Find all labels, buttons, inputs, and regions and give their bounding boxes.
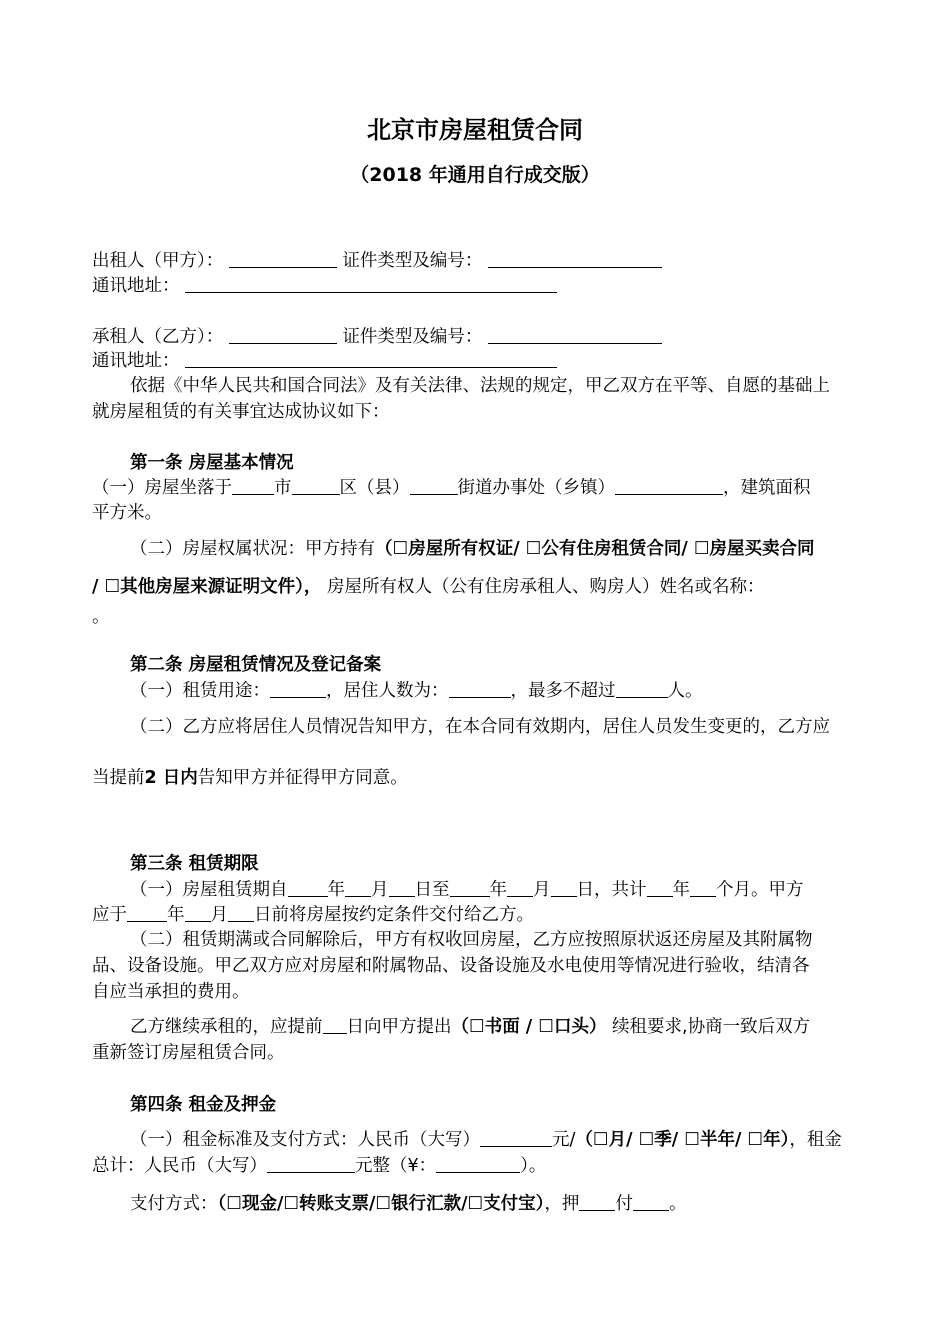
article-3-heading: 第三条 租赁期限 (130, 854, 259, 874)
ownership-options: （☐房屋所有权证/ ☐公有住房租赁合同/ ☐房屋买卖合同 (375, 539, 815, 559)
lessor-name-label: 出租人（甲方）： (92, 251, 224, 271)
district-blank[interactable] (292, 478, 340, 495)
start-month-blank[interactable] (345, 880, 371, 897)
deliver-label: 应于 (92, 905, 127, 925)
renew-prefix: 乙方继续承租的，应提前 (130, 1017, 323, 1037)
end-month-blank[interactable] (507, 880, 533, 897)
article-1-location-line (92, 477, 811, 499)
month-label: 月 (210, 905, 228, 925)
total-years-blank[interactable] (647, 880, 673, 897)
residents-label: ，居住人数为： (326, 681, 449, 701)
rent-label: （一）租金标准及支付方式：人民币（大写） (130, 1130, 480, 1150)
ownership-label: （二）房屋权属状况：甲方持有 (130, 539, 375, 559)
lessee-id-blank[interactable] (488, 327, 662, 344)
article-4-heading: 第四条 租金及押金 (130, 1095, 277, 1115)
month-label: 月 (533, 880, 551, 900)
rent-amount-blank[interactable] (480, 1130, 552, 1147)
max-residents-label: ，最多不超过 (510, 681, 616, 701)
payment-end: 。 (668, 1194, 687, 1214)
rent-total-blank[interactable] (267, 1156, 355, 1173)
lessor-line (92, 250, 662, 272)
lessee-address-label: 通讯地址： (92, 351, 180, 371)
start-day-blank[interactable] (389, 880, 415, 897)
lessee-line (92, 326, 662, 348)
notify-days: 2 日内 (144, 768, 198, 788)
article-4-rent-line-2 (92, 1155, 546, 1177)
residents-blank[interactable] (449, 681, 511, 698)
lessee-id-label: 证件类型及编号： (342, 327, 483, 347)
rent-total-prefix: ，租金 (789, 1130, 842, 1150)
renew-mid: 日向甲方提出 (346, 1017, 452, 1037)
owner-name-label: 房屋所有权人（公有住房承租人、购房人）姓名或名称： (327, 577, 765, 597)
lessor-name-blank[interactable] (229, 251, 337, 268)
article-3-term-line-1 (130, 879, 804, 901)
pay-blank[interactable] (633, 1194, 669, 1211)
article-3-renew-line-1 (130, 1016, 810, 1038)
lessee-address-blank[interactable] (185, 351, 557, 368)
city-label: 市 (274, 478, 292, 498)
year-label: 年 (327, 880, 345, 900)
article-3-return-line-2: 品、设备设施。甲乙双方应对房屋和附属物品、设备设施及水电使用等情况进行验收，结清各 (92, 956, 810, 976)
article-4-payment-line (130, 1193, 686, 1215)
article-3-return-line-3: 自应当承担的费用。 (92, 982, 250, 1002)
year-label: 年 (489, 880, 507, 900)
total-label: 日，共计 (576, 880, 647, 900)
deposit-label: ，押 (544, 1194, 580, 1214)
article-1-ownership-line-1 (130, 538, 815, 560)
ownership-options-cont: / ☐其他房屋来源证明文件）， (92, 577, 322, 597)
lessor-address-label: 通讯地址： (92, 276, 180, 296)
deliver-suffix: 日前将房屋按约定条件交付给乙方。 (254, 905, 534, 925)
area-blank[interactable] (615, 478, 723, 495)
payment-label: 支付方式： (130, 1194, 218, 1214)
document-subtitle: （2018 年通用自行成交版） (350, 164, 600, 186)
end-day-blank[interactable] (551, 880, 577, 897)
deliver-month-blank[interactable] (185, 905, 211, 922)
article-1-ownership-line-2 (92, 576, 765, 598)
usage-blank[interactable] (270, 681, 326, 698)
pay-label: 付 (615, 1194, 633, 1214)
notify-prefix: 当提前 (92, 768, 145, 788)
rent-total-close: ）。 (520, 1156, 547, 1176)
preamble-line-1: 依据《中华人民共和国合同法》及有关法律、法规的规定，甲乙双方在平等、自愿的基础上 (130, 376, 830, 396)
months-label: 个月。甲方 (716, 880, 804, 900)
district-label: 区（县） (339, 478, 410, 498)
article-3-renew-line-2: 重新签订房屋租赁合同。 (92, 1043, 285, 1063)
to-label: 日至 (414, 880, 450, 900)
article-2-heading: 第二条 房屋租赁情况及登记备案 (130, 655, 382, 675)
payment-options: （☐现金/☐转账支票/☐银行汇款/☐支付宝） (217, 1194, 545, 1214)
renew-options: （☐书面 / ☐口头） (451, 1017, 607, 1037)
usage-label: （一）租赁用途： (130, 681, 270, 701)
rent-period-options: （☐月/ ☐季/ ☐半年/ ☐年） (575, 1130, 790, 1150)
renew-days-blank[interactable] (323, 1017, 347, 1034)
renew-suffix: 续租要求,协商一致后双方 (612, 1017, 811, 1037)
max-residents-blank[interactable] (616, 681, 668, 698)
preamble-line-2: 就房屋租赁的有关事宜达成协议如下： (92, 402, 390, 422)
rent-total-label: 总计：人民币（大写） (92, 1156, 267, 1176)
lessor-address-line (92, 275, 557, 297)
notify-suffix: 告知甲方并征得甲方同意。 (197, 768, 408, 788)
rent-unit: 元/ (552, 1130, 576, 1150)
street-blank[interactable] (410, 478, 458, 495)
start-year-blank[interactable] (288, 880, 328, 897)
year-label: 年 (672, 880, 690, 900)
location-label: （一）房屋坐落于 (92, 478, 232, 498)
article-3-term-line-2 (92, 904, 534, 926)
lessor-id-blank[interactable] (488, 251, 662, 268)
total-months-blank[interactable] (690, 880, 716, 897)
article-1-area-unit: 平方米。 (92, 503, 162, 523)
article-4-rent-line-1 (130, 1129, 842, 1151)
article-1-ownership-end: 。 (92, 607, 110, 627)
rent-total-number-blank[interactable] (436, 1156, 520, 1173)
area-label: ，建筑面积 (723, 478, 811, 498)
document-title: 北京市房屋租赁合同 (367, 116, 583, 144)
residents-unit: 人。 (667, 681, 703, 701)
lessor-address-blank[interactable] (185, 276, 557, 293)
deliver-day-blank[interactable] (228, 905, 254, 922)
deposit-blank[interactable] (579, 1194, 615, 1211)
lessee-name-blank[interactable] (229, 327, 337, 344)
deliver-year-blank[interactable] (127, 905, 167, 922)
article-2-notify-line-2 (92, 767, 408, 789)
article-2-notify-line-1: （二）乙方应将居住人员情况告知甲方，在本合同有效期内，居住人员发生变更的，乙方应 (130, 717, 830, 737)
month-label: 月 (371, 880, 389, 900)
rent-total-yuan: 元整（¥： (355, 1156, 437, 1176)
article-3-return-line-1: （二）租赁期满或合同解除后，甲方有权收回房屋，乙方应按照原状返还房屋及其附属物 (130, 930, 813, 950)
year-label: 年 (167, 905, 185, 925)
article-1-heading: 第一条 房屋基本情况 (130, 453, 294, 473)
term-label: （一）房屋租赁期自 (130, 880, 288, 900)
lessee-name-label: 承租人（乙方）： (92, 327, 224, 347)
lessor-id-label: 证件类型及编号： (342, 251, 483, 271)
city-blank[interactable] (232, 478, 274, 495)
lessee-address-line (92, 350, 557, 372)
street-label: 街道办事处（乡镇） (457, 478, 615, 498)
article-2-usage-line (130, 680, 703, 702)
end-year-blank[interactable] (450, 880, 490, 897)
